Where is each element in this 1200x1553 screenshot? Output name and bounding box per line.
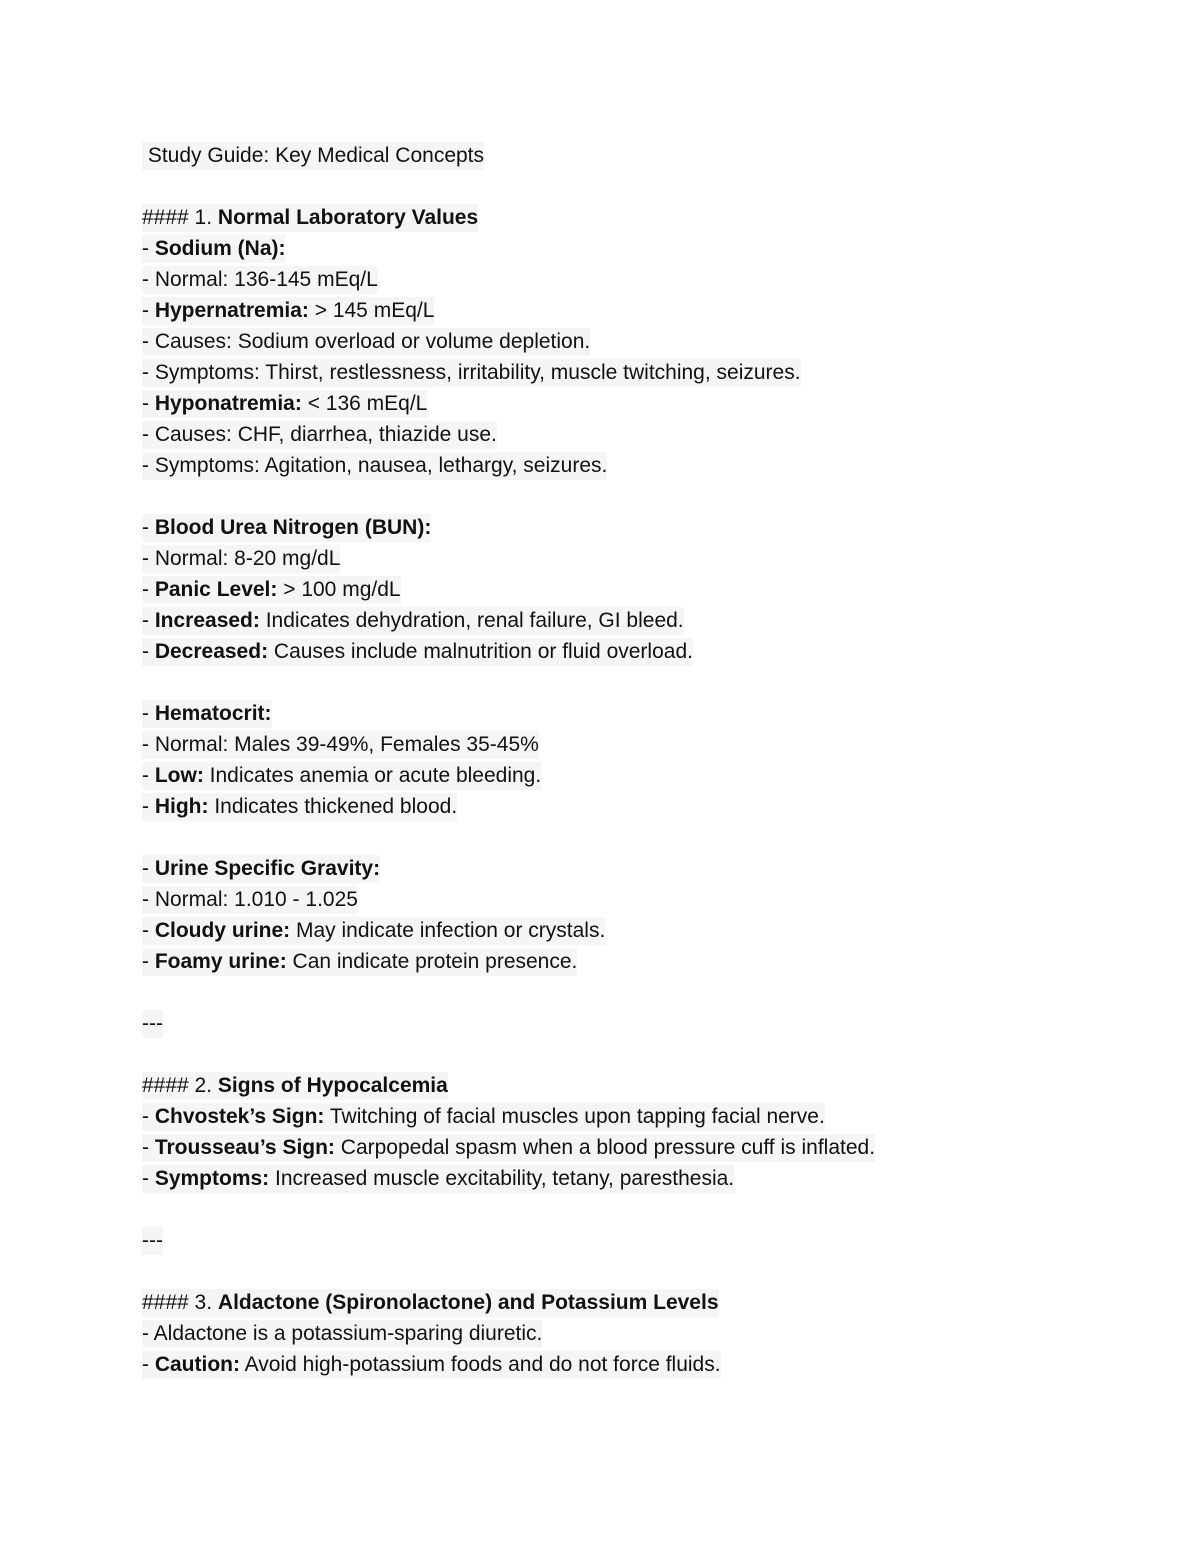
section-1-heading — [142, 202, 1142, 233]
section-divider: --- — [142, 1008, 1142, 1039]
heading-prefix: #### 3. — [142, 1291, 218, 1314]
heading-prefix: #### 2. — [142, 1074, 218, 1097]
list-item: - Symptoms: Increased muscle excitability, tetany, paresthesia. — [142, 1163, 1142, 1194]
sodium-label: - Sodium (Na): — [142, 233, 1142, 264]
list-item: - Chvostek’s Sign: Twitching of facial muscles upon tapping facial nerve. — [142, 1101, 1142, 1132]
list-item: - Causes: Sodium overload or volume depletion. — [142, 326, 1142, 357]
list-item: - Trousseau’s Sign: Carpopedal spasm when a blood pressure cuff is inflated. — [142, 1132, 1142, 1163]
heading-text: Normal Laboratory Values — [217, 206, 479, 229]
list-item: - Normal: 136-145 mEq/L — [142, 264, 1142, 295]
list-item: - Aldactone is a potassium-sparing diuretic. — [142, 1318, 1142, 1349]
list-item: - Normal: Males 39-49%, Females 35-45% — [142, 729, 1142, 760]
list-item: - Decreased: Causes include malnutrition or fluid overload. — [142, 636, 1142, 667]
document-title — [142, 140, 1142, 171]
bun-label: - Blood Urea Nitrogen (BUN): — [142, 512, 1142, 543]
list-item: - Foamy urine: Can indicate protein presence. — [142, 946, 1142, 977]
list-item: - Normal: 1.010 - 1.025 — [142, 884, 1142, 915]
list-item: - Causes: CHF, diarrhea, thiazide use. — [142, 419, 1142, 450]
list-item: - Cloudy urine: May indicate infection or crystals. — [142, 915, 1142, 946]
list-item: - High: Indicates thickened blood. — [142, 791, 1142, 822]
heading-prefix: #### 1. — [142, 206, 218, 229]
section-3-heading — [142, 1287, 1142, 1318]
list-item: - Increased: Indicates dehydration, renal failure, GI bleed. — [142, 605, 1142, 636]
section-2-heading — [142, 1070, 1142, 1101]
heading-text: Signs of Hypocalcemia — [217, 1074, 448, 1097]
list-item: - Symptoms: Agitation, nausea, lethargy, seizures. — [142, 450, 1142, 481]
heading-text: Aldactone (Spironolactone) and Potassium Levels — [217, 1291, 719, 1314]
section-divider: --- — [142, 1225, 1142, 1256]
title-text: Study Guide: Key Medical Concepts — [147, 144, 485, 167]
hematocrit-label: - Hematocrit: — [142, 698, 1142, 729]
document-page — [142, 140, 1142, 1380]
list-item: - Panic Level: > 100 mg/dL — [142, 574, 1142, 605]
list-item: - Symptoms: Thirst, restlessness, irritability, muscle twitching, seizures. — [142, 357, 1142, 388]
list-item: - Hyponatremia: < 136 mEq/L — [142, 388, 1142, 419]
urine-label: - Urine Specific Gravity: — [142, 853, 1142, 884]
list-item: - Caution: Avoid high-potassium foods and do not force fluids. — [142, 1349, 1142, 1380]
list-item: - Hypernatremia: > 145 mEq/L — [142, 295, 1142, 326]
list-item: - Low: Indicates anemia or acute bleeding. — [142, 760, 1142, 791]
list-item: - Normal: 8-20 mg/dL — [142, 543, 1142, 574]
